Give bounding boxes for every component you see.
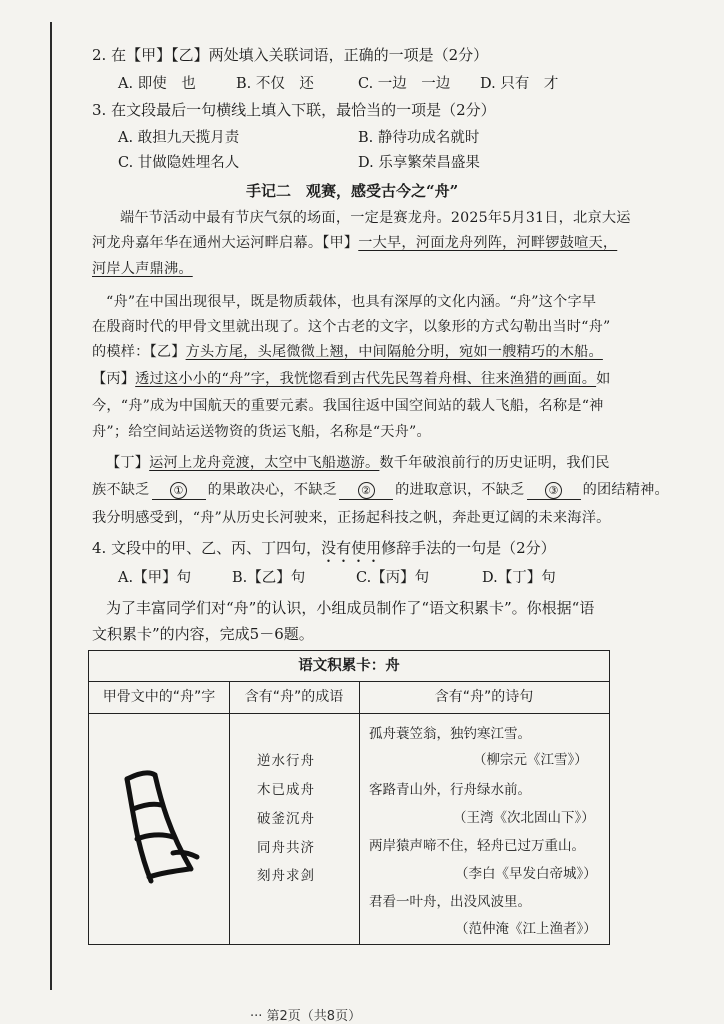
poem-4-line: 君看一叶舟，出没风波里。 [369,894,531,910]
intro-line2: 文积累卡”的内容，完成5－6题。 [92,625,314,643]
q2-option-b[interactable]: B. 不仅 还 [236,76,314,92]
blank-3[interactable] [527,482,581,500]
p3-line1-c: 数千年破浪前行的历史证明，我们民 [379,455,610,471]
p2-line5: 今，“舟”成为中国航天的重要元素。我国往返中国空间站的载人飞船，名称是“神 [92,398,604,414]
oracle-bone-zhou-character [109,761,209,901]
poem-4-source: （范仲淹《江上渔者》） [455,921,597,937]
blank-2[interactable] [339,482,393,500]
q4-stem-a: 4. 文段中的甲、乙、丙、丁四句， [92,539,322,557]
column-divider [229,681,230,944]
binding-margin-line [50,22,52,990]
sentence-yi: 方头方尾，头尾微微上翘，中间隔舱分明，宛如一艘精巧的木船。 [185,344,603,360]
sentence-bing: 透过这小小的“舟”字，我恍惚看到古代先民驾着舟楫、往来渔猎的画面。 [135,371,597,387]
col-header-poems: 含有“舟”的诗句 [359,681,609,714]
p3-line2-d: 的团结精神。 [582,482,669,498]
blank-2-number: ② [358,482,375,499]
q3-option-b[interactable]: B. 静待功成名就时 [358,130,480,146]
question-3-stem: 3. 在文段最后一句横线上填入下联，最恰当的一项是（2分） [92,101,496,119]
p3-line2-b: 的果敢决心，不缺乏 [207,482,338,498]
p2-line3 [92,341,603,361]
col-header-oracle: 甲骨文中的“舟”字 [89,681,229,714]
poem-2-source: （王湾《次北固山下》） [453,810,595,826]
poem-1-line: 孤舟蓑笠翁，独钓寒江雪。 [369,726,531,742]
blank-1-number: ① [170,482,187,499]
idiom-4: 同舟共济 [257,840,315,856]
p3-line2-a: 族不缺乏 [92,482,150,498]
question-2-stem: 2. 在【甲】【乙】两处填入关联词语，正确的一项是（2分） [92,46,489,64]
p1-line3: 河岸人声鼎沸。 [92,261,193,277]
p1-line2-a: 河龙舟嘉年华在通州大运河畔启幕。【甲】 [92,235,359,251]
p2-line2: 在殷商时代的甲骨文里就出现了。这个古老的文字，以象形的方式勾勒出当时“舟” [92,319,611,335]
card-title: 语文积累卡：舟 [89,651,609,682]
section-heading: 手记二 观赛，感受古今之“舟” [246,182,459,200]
col-header-idioms: 含有“舟”的成语 [229,681,359,714]
q2-option-d[interactable]: D. 只有 才 [480,76,559,92]
q4-option-d[interactable]: D.【丁】句 [482,570,556,586]
accumulation-card [88,650,610,945]
idiom-3: 破釜沉舟 [257,811,315,827]
idiom-2: 木已成舟 [257,782,315,798]
question-4-stem [92,537,556,566]
sentence-jia: 一大早，河面龙舟列阵，河畔锣鼓喧天， [358,235,618,251]
poem-3-line: 两岸猿声啼不住，轻舟已过万重山。 [369,838,585,854]
q4-option-b[interactable]: B.【乙】句 [232,570,306,586]
p3-line1-a: 【丁】 [106,455,150,471]
q4-option-c[interactable]: C.【丙】句 [356,570,430,586]
p3-line3: 我分明感受到，“舟”从历史长河驶来，正扬起科技之帆，奔赴更辽阔的未来海洋。 [92,510,611,526]
q4-stem-emphasis: 没有使用 [321,539,382,557]
p2-line4-a: 【丙】 [92,371,136,387]
q3-option-a[interactable]: A. 敢担九天揽月责 [118,130,240,146]
idiom-5: 刻舟求剑 [257,868,315,884]
q3-option-c[interactable]: C. 甘做隐姓埋名人 [118,155,240,171]
p3-line1 [106,452,610,472]
poem-1-source: （柳宗元《江雪》） [473,752,588,768]
poem-3-source: （李白《早发白帝城》） [455,866,597,882]
page-footer: ··· 第2页（共8页） [250,1009,362,1024]
p1-line2 [92,232,617,252]
p3-line2-c: 的进取意识，不缺乏 [395,482,525,498]
poem-2-line: 客路青山外，行舟绿水前。 [369,782,531,798]
p2-line1: “舟”在中国出现很早，既是物质载体，也具有深厚的文化内涵。“舟”这个字早 [106,294,597,310]
idiom-1: 逆水行舟 [257,753,315,769]
sentence-ding: 运河上龙舟竞渡，太空中飞船遨游。 [149,455,380,471]
p3-line2 [92,479,669,500]
blank-3-number: ③ [545,482,562,499]
q4-option-a[interactable]: A.【甲】句 [118,570,192,586]
p1-line1: 端午节活动中最有节庆气氛的场面，一定是赛龙舟。2025年5月31日，北京大运 [120,210,631,226]
p2-line6: 舟”；给空间站运送物资的货运飞船，名称是“天舟”。 [92,424,431,440]
q4-stem-b: 修辞手法的一句是（2分） [381,539,556,557]
column-divider [359,681,360,944]
p2-line4 [92,368,610,388]
q3-option-d[interactable]: D. 乐享繁荣昌盛果 [358,155,480,171]
q2-option-a[interactable]: A. 即使 也 [118,76,196,92]
intro-line1: 为了丰富同学们对“舟”的认识，小组成员制作了“语文积累卡”。你根据“语 [106,599,595,617]
p2-line3-a: 的模样：【乙】 [92,344,186,360]
p2-line4-c: 如 [596,371,611,387]
blank-1[interactable] [152,482,206,500]
q2-option-c[interactable]: C. 一边 一边 [358,76,451,92]
